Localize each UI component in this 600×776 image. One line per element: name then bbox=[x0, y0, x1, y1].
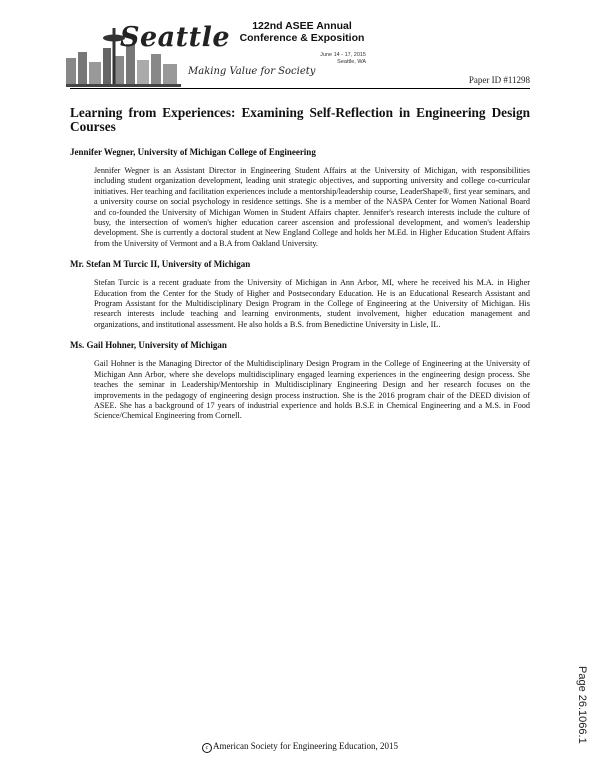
author-heading: Ms. Gail Hohner, University of Michigan bbox=[70, 340, 227, 351]
paper-id: Paper ID #11298 bbox=[468, 75, 530, 85]
conference-dates-location bbox=[300, 52, 366, 66]
author-bio: Stefan Turcic is a recent graduate from the University of Michigan in Ann Arbor, MI, where he received his M.A. in Higher Education from the Center for the Study of Higher and Postsecondary Education. He is an Educational Research Assistant and Program Assistant for the Multidisciplinary Design Program in the College of Engineering at the University of Michigan. His research interests include teaching and learning environments, student involvement, higher education management and organizations, and institutional assessment. He also holds a B.S. from Benedictine University in Lisle, IL. bbox=[94, 278, 530, 329]
paper-content bbox=[70, 106, 530, 432]
author-heading: Mr. Stefan M Turcic II, University of Michigan bbox=[70, 259, 251, 270]
author-heading: Jennifer Wegner, University of Michigan College of Engineering bbox=[70, 147, 316, 157]
conference-location: Seattle, WA bbox=[337, 59, 366, 65]
logo-wordmark: Seattle bbox=[120, 22, 231, 53]
copyright-icon: c bbox=[202, 743, 212, 753]
page-footer bbox=[0, 741, 600, 753]
conference-dates: June 14 - 17, 2015 bbox=[320, 52, 366, 58]
side-page-number: Page 26.1066.1 bbox=[576, 666, 588, 744]
author-bio: Gail Hohner is the Managing Director of the Multidisciplinary Design Program in the College of Engineering at the University of Michigan Ann Arbor, where she develops multidisciplinary engaged learning experiences in the engineering design process. She teaches the seminar in Leadership/Mentorship in Multidisciplinary Engineering Design and her research focuses on the improvements in the pedagogy of engineering design process instruction. She is the 2016 program chair of the DEED division of ASEE. She has a background of 17 years of industrial experience and holds B.S.E in Chemical Engineering and a M.S. in Food Science/Chemical Engineering from Cornell. bbox=[94, 359, 530, 421]
paper-title: Learning from Experiences: Examining Self-Reflection in Engineering Design Courses bbox=[70, 105, 530, 134]
author-bio: Jennifer Wegner is an Assistant Director in Engineering Student Affairs at the University of Michigan, with responsibilities including student organization development, leading unit strategic objectives, and supporting university and college co-curricular initiatives. Her teaching and facilitation experiences include a mentorship/leadership course, LeaderShape®, first year seminars, and a university course on social psychology in residence settings. She is a member of the NASPA Center for Women National Board and co-founded the University of Michigan Women in Student Affairs chapter. Jennifer's research interests include the culture of busy, the intersection of women's higher education career ascension and professional development, and women's leadership development. She is currently a doctoral student at New England College and holds her M.Ed. in Higher Education Student Affairs from the University of Vermont and a B.A from Oakland University. bbox=[94, 166, 530, 248]
header-rule bbox=[70, 88, 530, 89]
conference-edition: 122nd ASEE Annual bbox=[252, 20, 352, 32]
footer-copyright-text: American Society for Engineering Education, 2015 bbox=[213, 741, 398, 751]
conference-title bbox=[232, 20, 372, 44]
page-header bbox=[0, 0, 600, 95]
logo-tagline: Making Value for Society bbox=[188, 66, 316, 77]
conference-name: Conference & Exposition bbox=[239, 32, 365, 44]
